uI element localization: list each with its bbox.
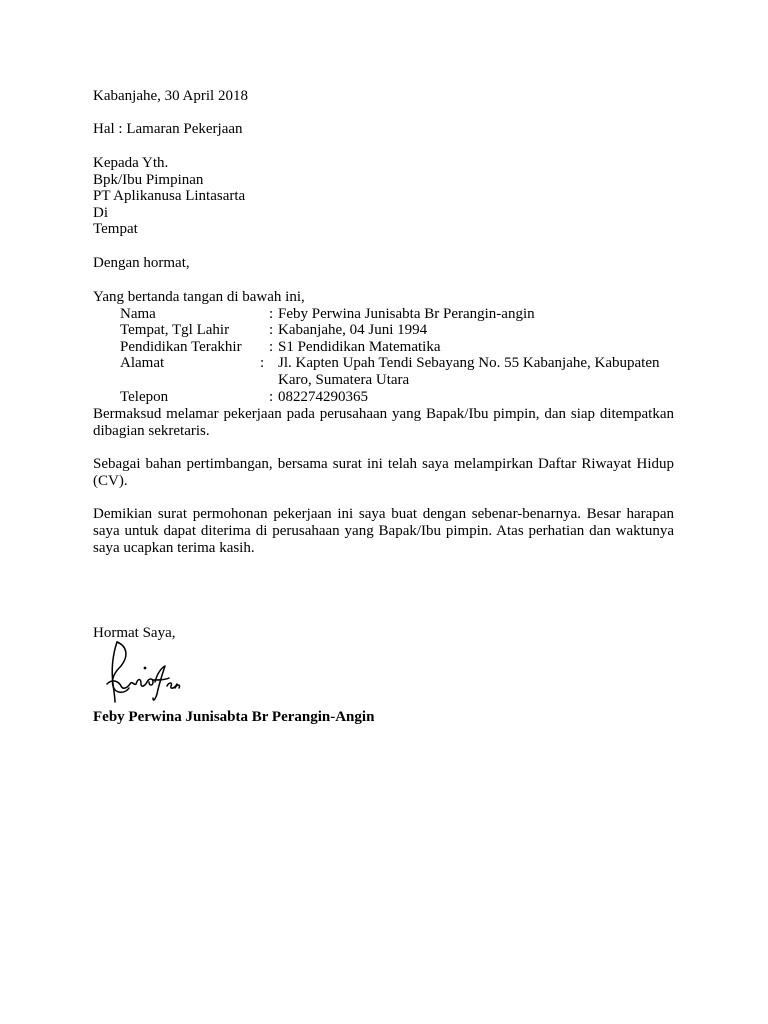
- ttl-value-cell: [269, 322, 427, 339]
- closing-salutation: Hormat Saya,: [93, 625, 176, 641]
- paragraph-closing: Demikian surat permohonan pekerjaan ini saya buat dengan sebenar-benarnya. Besar harapan saya untuk dapat diterima di perusahaan yang Bapak/Ibu pimpin. Atas perhatian dan waktunya saya ucapkan terima kasih.: [93, 506, 674, 556]
- separator: :: [269, 306, 274, 322]
- recipient-line-2: Bpk/Ibu Pimpinan: [93, 172, 204, 188]
- signature-image: [103, 638, 183, 704]
- pendidikan-value-cell: [269, 339, 440, 356]
- separator: :: [269, 389, 274, 405]
- separator: :: [260, 355, 265, 371]
- greeting: Dengan hormat,: [93, 255, 190, 271]
- intro-line: Yang bertanda tangan di bawah ini,: [93, 289, 305, 305]
- recipient-line-3: PT Aplikanusa Lintasarta: [93, 188, 246, 204]
- paragraph-purpose: Bermaksud melamar pekerjaan pada perusahaan yang Bapak/Ibu pimpin, dan siap ditempatkan dibagian sekretaris.: [93, 406, 674, 439]
- alamat-value: Jl. Kapten Upah Tendi Sebayang No. 55 Kabanjahe, Kabupaten Karo, Sumatera Utara: [278, 355, 660, 388]
- nama-value-cell: [269, 306, 535, 323]
- paragraph-attachment: Sebagai bahan pertimbangan, bersama surat ini telah saya melampirkan Daftar Riwayat Hidup (CV).: [93, 456, 674, 489]
- place-date: Kabanjahe, 30 April 2018: [93, 88, 248, 104]
- telepon-label: Telepon: [120, 389, 169, 405]
- recipient-line-1: Kepada Yth.: [93, 155, 169, 171]
- alamat-value-cell: [260, 355, 689, 389]
- recipient-line-4: Di: [93, 205, 108, 221]
- pendidikan-value: S1 Pendidikan Matematika: [278, 339, 441, 355]
- telepon-value: 082274290365: [278, 389, 368, 405]
- nama-label: Nama: [120, 306, 156, 322]
- separator: :: [269, 322, 274, 338]
- telepon-value-cell: [269, 389, 368, 406]
- ttl-label: Tempat, Tgl Lahir: [120, 322, 230, 338]
- pendidikan-label: Pendidikan Terakhir: [120, 339, 242, 355]
- signer-name: Feby Perwina Junisabta Br Perangin-Angin: [93, 709, 375, 725]
- ttl-value: Kabanjahe, 04 Juni 1994: [278, 322, 428, 338]
- separator: :: [269, 339, 274, 355]
- nama-value: Feby Perwina Junisabta Br Perangin-angin: [278, 306, 535, 322]
- alamat-label: Alamat: [120, 355, 165, 371]
- subject-line: Hal : Lamaran Pekerjaan: [93, 121, 243, 137]
- recipient-line-5: Tempat: [93, 221, 138, 237]
